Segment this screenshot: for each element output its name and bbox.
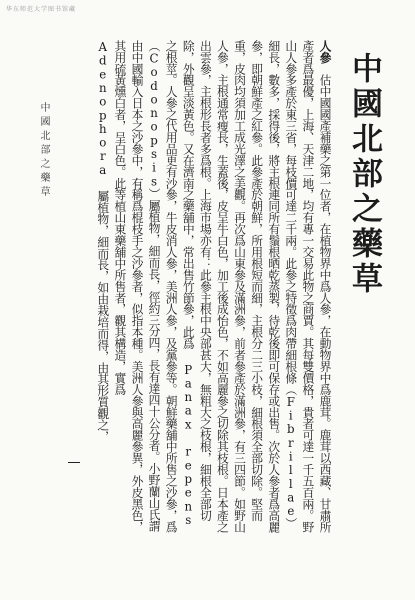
section-paragraph: 估中國國產補藥之第一位者，在植物界中爲人參，在動物界中爲鹿茸。鹿茸以西藏、甘肅所產者爲最優，上海、天津二地，均有專一交易此物之商賈。其每雙價格，貴者可達一千五百兩。野山人參多產於東三省，每枝價可達二千兩。此參之特徵爲肉帶細根條（Fibrillae）細長，數多，採得後，將主根連同所有鬚根晒乾蒸製，待乾後即可保存或出售。次於人參者爲高麗參，即朝鮮產之紅參。此參產於朝鮮，所用根短而細，主根分二三小枝，細根須全部切除。堅而重，皮肉均須加工成光澤之美觀。再次爲山東參及滿洲參，前者參產於滿洲參，有三四節。如野山人參，主根通常瘦長，生蓋後，皮呈牛白色，加工後成怡色，不如高麗參之切除其枝根。日本產之出雲參，主根形長者多爲根。上海市場亦有：此參主根中央部甚大，無粗大之枝根，細根全部切除，外觀呈淡黃色。又在濟南之藥舖中，常出售竹節參，此爲 Panax repens 之根莖。人參之代用品更有沙參，牛皮消人參，美洲人參，及黨參等。朝鮮藥舖中所售之沙參，爲（Codonopsis）屬植物，細而長，徑約三分四，長有達四十公分者。小野蘭山氏謂由中國輸入日本之沙參中，有稱爲棍枝手之沙參者，似指本種。美洲人參與高麗參異，外皮黑色，其用硫黃燻白者，呈白色。此等植山東藥舖中所售者，觀其構造，實爲 Adenophora 屬植物，細而長，如由栽培而得，由其形質觀之， xyxy=(95,40,332,533)
body-text xyxy=(83,40,333,535)
page-number-mark xyxy=(68,462,80,463)
page-title: 中國北部之藥草 xyxy=(346,52,382,297)
section-heading: 人參 xyxy=(318,40,332,63)
running-head: 中國北部之藥草 xyxy=(38,102,49,200)
library-stamp: 华东师范大学图书馆藏 xyxy=(6,6,77,13)
